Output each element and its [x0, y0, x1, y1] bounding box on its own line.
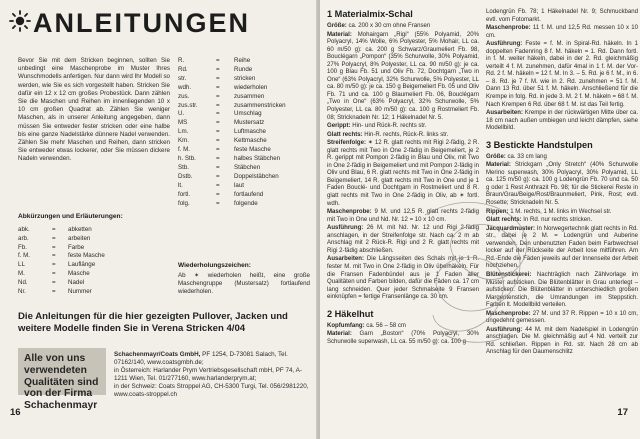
instruction-paragraph	[486, 217, 638, 225]
abbreviations-list-left	[18, 226, 105, 296]
abbreviation-row	[178, 137, 286, 146]
abbreviation-k: Fb.	[18, 243, 27, 251]
abbreviation-row	[178, 128, 286, 137]
instruction-paragraph	[486, 154, 638, 162]
abbreviation-row	[178, 84, 286, 93]
paragraph-text: 27 M. und 37 R. Rippen = 10 x 10 cm, ungedehnt gemessen.	[486, 310, 638, 325]
intro-paragraph: Bevor Sie mit dem Stricken beginnen, sollten Sie unbedingt eine Maschenprobe im Muster Ihres Wunschmodells anfertigen. Nur dann wird Ihr Modell so werden, wie Sie es sich vorgestellt haben. Stricken Sie dafür ein 12 x 12 cm großes Probestück. Dann zählen Sie die Maschen und Reihen im innenliegenden 10 x 10 cm großen Quadrat ab. Zählen Sie weniger Maschen, als in unserer Anleitung angegeben, dann müssen Sie entweder fester stricken oder eine halbe bis eine ganze Nadelstärke dünnere Nadel verwenden. Zählen Sie mehr Maschen und Reihen, dann stricken Sie entweder etwas lockerer, oder Sie müssen dickere Nadeln verwenden.	[18, 57, 170, 163]
abbreviation-k: folg.	[178, 199, 190, 207]
instruction-paragraph	[327, 323, 479, 331]
abbreviation-row	[178, 146, 286, 155]
abbreviation-k: abk.	[18, 226, 30, 233]
abbreviation-k: wdh.	[178, 83, 192, 91]
paragraph-text: 44 M. mit dem Nadelspiel in Lodengrün anschlagen. Die M. gleichmäßig auf 4 Nd. verteilt zur Rd. schließen. Rippen in Rd. str. Nach 28 cm ab Anschlag für den Daumenschlitz	[486, 326, 638, 356]
brand-box: Alle von uns verwendeten Qualitäten sind von der Firma Schachenmayr	[18, 348, 106, 395]
paragraph-label: Jacquardmuster:	[486, 225, 536, 232]
abbreviation-row	[178, 102, 286, 111]
abbreviation-k: Lm.	[178, 128, 189, 136]
instruction-paragraph	[327, 132, 479, 140]
page-number-right: 17	[617, 407, 628, 418]
paragraph-label: Kopfumfang:	[327, 322, 365, 329]
contact-line3: in der Schweiz: Coats Stroppel AG, CH-5300 Turgi, Tel. 056/2981220, www.coats-stroppel.ch	[114, 383, 309, 399]
paragraph-text: Krempe in der rückwärtigen Mitte über ca. 18 cm nach außen umbiegen und leicht dämpfen, siehe Modellbild.	[486, 110, 638, 132]
abbreviation-v: arbeiten	[68, 234, 91, 242]
abbreviation-row	[18, 226, 105, 235]
paragraph-label: Maschenprobe:	[486, 25, 531, 32]
abbreviation-k: lt.	[178, 181, 183, 189]
abbreviation-k: zus.str.	[178, 101, 198, 109]
instruction-paragraph	[486, 311, 638, 326]
abbreviation-eq: =	[52, 234, 56, 242]
instruction-paragraph	[486, 162, 638, 207]
repeat-sign-heading: Wiederholungszeichen:	[178, 262, 251, 269]
paragraph-text: 1 M. rechts, 1 M. links im Wechsel str.	[508, 208, 612, 215]
abbreviation-eq: =	[52, 226, 56, 233]
paragraph-label: Ausführung:	[327, 225, 364, 232]
instruction-paragraph	[327, 331, 479, 346]
abbreviation-row	[18, 279, 105, 288]
abbreviations-list-right	[178, 57, 286, 208]
paragraph-label: Glatt rechts:	[327, 131, 363, 138]
abbreviation-eq: =	[216, 146, 220, 154]
paragraph-label: Maschenprobe:	[327, 209, 372, 216]
paragraph-label: Rippen:	[486, 208, 509, 215]
abbreviation-eq: =	[216, 163, 220, 171]
headline: Die Anleitungen für die hier gezeigten Pullover, Jacken und weitere Modelle finden Sie in Verena Stricken 4/04	[18, 311, 288, 334]
section-heading: 2 Häkelhut	[327, 308, 374, 319]
abbreviation-row	[18, 261, 105, 270]
abbreviations-heading: Abkürzungen und Erläuterungen:	[18, 213, 123, 220]
paragraph-text: Feste = f. M. in Spiral-Rd. häkeln. In 1 doppelten Fadenring 8 f. M. häkeln = 1. Rd. Dann fortl. in f. M. weiter häkeln, dabei in der 2. Rd. gleichmäßig verteilt 4 f. M. zunehmen, dafür 4mal in 1 f. M. der Vor-Rd. 2 f. M. häkeln = 12 f. M. In 3. – 5. Rd. je 6 f. M., in 6. – 8. Rd. je 7 f. M. wie in 2. Rd. zunehmen = 51 f. M. Dann 13 Rd. über 51 f. M. häkeln. Anschließend für die Krempe in folg. Rd. in jede 3. M. 2 f. M. häkeln = 68 f. M. Nach Krempen 6 Rd. über 68 f. M. ist das Teil fertig.	[486, 41, 638, 108]
paragraph-label: Ausarbeiten:	[486, 110, 523, 117]
abbreviation-row	[178, 119, 286, 128]
abbreviation-v: Runde	[234, 65, 253, 73]
abbreviation-v: Kettmasche	[234, 137, 267, 145]
paragraph-label: Größe:	[486, 153, 506, 160]
abbreviation-v: zusammenstricken	[234, 101, 286, 109]
contact-line1: PF 1254, D-73081 Salach, Tel. 07162/140, www.coatsgmbh.de;	[114, 351, 288, 367]
abbreviation-eq: =	[216, 65, 220, 73]
abbreviation-row	[18, 252, 105, 261]
abbreviation-v: Umschlag	[234, 110, 262, 118]
abbreviation-eq: =	[216, 199, 220, 207]
abbreviation-k: MS	[178, 119, 188, 127]
instruction-paragraph	[486, 272, 638, 310]
paragraph-text: In Norwegertechnik glatt rechts in Rd. str., dabei je 2 M. = Lodengrün und Auberine verwenden. Den unbenutzten Faden beim Farbwechsel locker auf der Rückseite der Arbeit lose mitführen. Am Rd.-Ende die Fäden jeweils auf der Innenseite der Arbeit hochziehen.	[486, 225, 638, 270]
paragraph-label: Ausarbeiten:	[327, 256, 364, 263]
repeat-sign-text: Ab ✶ wiederholen heißt, eine große Maschengruppe (Mustersatz) fortlaufend wiederholen.	[178, 272, 310, 296]
paragraph-text: ✶ 12 R. glatt rechts mit Rigi 2-fädig, 2 R. glatt rechts mit Two in One 2-fädig in Beigemeliert, je 2 R. gerippt mit Pompon 2-fädig in Blau und Oliv, mit Two in One 2-fädig in Beigemeliert und mit Pompon 2-fädig in Oliv und Blau, 6 R. glatt rechts mit Two in One 2-fädig in Beigemeliert, 14 R. glatt rechts mit Two in One und je 1 Faden Bouclé- und Dochtgarn in Rostmeliert und 8 R. glatt rechts mit Two in One 2-fädig in Oliv, ab ✶ fortl. wdh.	[327, 140, 479, 207]
abbreviation-v: feste Masche	[68, 252, 105, 260]
abbreviation-eq: =	[216, 92, 220, 100]
paragraph-label: Gerippt:	[327, 123, 351, 130]
contact-company: Schachenmayr/Coats GmbH,	[114, 351, 201, 358]
abbreviation-k: f. M.	[178, 146, 191, 154]
abbreviation-k: arb.	[18, 234, 29, 242]
abbreviation-row	[178, 191, 286, 200]
abbreviation-k: Dstb.	[178, 172, 193, 180]
instruction-paragraph	[327, 225, 479, 255]
sun-icon	[9, 8, 31, 39]
instruction-paragraph	[486, 41, 638, 109]
instruction-paragraph	[327, 23, 479, 31]
abbreviation-k: f. M.	[18, 252, 31, 260]
abbreviation-eq: =	[52, 243, 56, 251]
abbreviation-v: Reihe	[234, 57, 251, 64]
abbreviation-k: M.	[18, 269, 25, 277]
abbreviation-eq: =	[216, 83, 220, 91]
abbreviation-k: Km.	[178, 137, 190, 145]
instruction-paragraph	[327, 140, 479, 208]
instruction-paragraph	[327, 123, 479, 131]
abbreviation-v: wiederholen	[234, 83, 268, 91]
paragraph-label: Blütenstickerei:	[486, 271, 532, 278]
paragraph-label: Größe:	[327, 23, 347, 29]
instruction-paragraph	[486, 110, 638, 133]
paragraph-text: Die Längsseiten des Schals mit je 1 R. fester M. mit Two in One 2-fädig in Oliv überhäkeln. Für die Fransen Fadenbündel aus je 1 Faden aller Qualitäten und Farben bilden, dafür die Fäden ca. 17 cm lang schneiden. Quer jeder Schmalseite 9 Fransen einknüpfen = fertige Fransenlänge ca. 30 cm.	[327, 256, 479, 301]
paragraph-text: Hin-R. rechts, Rück-R. links str.	[362, 131, 449, 138]
abbreviation-row	[178, 164, 286, 173]
abbreviation-v: folgende	[234, 199, 258, 207]
abbreviation-v: stricken	[234, 74, 256, 82]
abbreviation-eq: =	[52, 261, 56, 269]
abbreviation-v: laut	[234, 181, 244, 189]
abbreviation-eq: =	[216, 137, 220, 145]
abbreviation-row	[178, 110, 286, 119]
abbreviation-eq: =	[216, 190, 220, 198]
column-2	[486, 9, 638, 358]
paragraph-text: ca. 33 cm lang	[505, 153, 547, 160]
abbreviation-row	[18, 288, 105, 297]
paragraph-label: Material:	[327, 31, 352, 38]
abbreviation-row	[18, 235, 105, 244]
abbreviation-eq: =	[216, 57, 220, 64]
abbreviation-v: Masche	[68, 269, 90, 277]
abbreviation-eq: =	[52, 269, 56, 277]
instruction-paragraph	[486, 226, 638, 271]
abbreviation-k: zus.	[178, 92, 190, 100]
paragraph-text: In Rd. nur rechts stricken.	[521, 217, 593, 224]
abbreviation-row	[178, 75, 286, 84]
paragraph-text: Nachträglich nach Zählvorlage im Muster aufsticken. Die Blütenblätter in Grau unterlegt – aufsticken. Die Blütenblätter in unterschiedlich großen Margeritenstich, die Umrandungen im Steppstich. Farben lt. Modellbild verteilen.	[486, 271, 638, 309]
abbreviation-eq: =	[216, 181, 220, 189]
paragraph-text: ca. 200 x 30 cm ohne Fransen	[346, 23, 431, 29]
abbreviation-row	[178, 57, 286, 66]
abbreviation-row	[178, 93, 286, 102]
paragraph-label: Streifenfolge:	[327, 140, 366, 147]
abbreviation-eq: =	[52, 287, 56, 295]
paragraph-text: Hin- und Rück-R. rechts str.	[350, 123, 427, 130]
instruction-paragraph	[327, 209, 479, 224]
paragraph-label: Glatt rechts:	[486, 217, 522, 224]
abbreviation-eq: =	[216, 154, 220, 162]
abbreviation-k: Nd.	[18, 278, 28, 286]
section-heading: 3 Bestickte Handstulpen	[486, 139, 593, 150]
paragraph-label: Maschenprobe:	[486, 310, 531, 317]
abbreviation-k: Rd.	[178, 65, 188, 73]
instruction-paragraph	[327, 32, 479, 123]
paragraph-text: 26 M. mit Nd. Nr. 12 und Rigi 2-fädig anschlagen, in der Streifenfolge str. Nach ca. 2 m ab Anschlag mit 2 Rück-R. Rigi und 2 R. glatt rechts mit Rigi 2-fädig abschließen.	[327, 225, 479, 254]
instruction-paragraph	[486, 25, 638, 40]
instruction-paragraph	[486, 327, 638, 357]
right-page	[320, 0, 640, 439]
abbreviation-eq: =	[216, 74, 220, 82]
title-text: ANLEITUNGEN	[33, 8, 250, 38]
abbreviation-v: Doppelstäbchen	[234, 172, 279, 180]
abbreviation-eq: =	[216, 119, 220, 127]
instruction-paragraph	[486, 209, 638, 217]
abbreviation-k: str.	[178, 74, 187, 82]
contact-info	[114, 351, 314, 400]
paragraph-text: Mohairgarn „Rigi“ (55% Polyamid, 20% Polyacryl, 14% Wolle, 6% Polyester, 5% Mohair, LL ca. 60 m/50 g): ca. 200 g Schwarz/Graumeliert Fb. 98, Bouclégarn „Pompon“ (35% Schurwolle, 30% Polyamid, 27% Polyacryl, 8% Polyester, LL ca. 90 m/50 g): je ca. 100 g Blau Fb. 51 und Oliv Fb. 72, Dochtgarn „Two in One“ (63% Polyacryl, 32% Schurwolle, 5% Polyester, LL ca. 80 m/50 g): je ca. 150 g Beigemeliert Fb. 05 und Oliv Fb. 71 und ca. 100 g Blaumeliert Fb. 06, Bouclégarn „Two in One“ (63% Polyacryl, 32% Schurwolle, 5% Polyester, LL ca. 80 m/50 g): ca. 100 g Rostmeliert Fb. 08; Stricknadeln Nr. 12; 1 Häkelnadel Nr. 5.	[327, 31, 479, 121]
abbreviation-k: LL	[18, 261, 25, 269]
abbreviation-v: Mustersatz	[234, 119, 265, 127]
abbreviation-v: Nummer	[68, 287, 92, 295]
abbreviation-eq: =	[52, 252, 56, 260]
instruction-paragraph	[486, 9, 638, 24]
paragraph-label: Material:	[327, 331, 352, 338]
paragraph-label: Ausführung:	[486, 326, 523, 333]
paragraph-text: Garn „Boston“ (70% Polyacryl, 30% Schurwolle superwash, LL ca. 55 m/50 g): ca. 100 g	[327, 331, 479, 345]
page-title	[9, 8, 250, 39]
abbreviation-eq: =	[216, 110, 220, 118]
abbreviation-v: Nadel	[68, 278, 85, 286]
instruction-paragraph	[327, 256, 479, 301]
abbreviation-v: abketten	[68, 226, 92, 233]
paragraph-text: Strickgarn „Only Stretch“ (40% Schurwolle Merino superwash, 30% Polyacryl, 30% Polyamid, LL ca. 125 m/50 g): ca. 100 g Lodengrün Fb. 70 und ca. 50 g oder 1 Rest Anthrazit Fb. 98; für die Stickerei Reste in Braun/Grau/Beige/Rost/Braunmeliert, Pink, Rost; evtl. Rosette; Stricknadeln Nr. 5.	[486, 162, 638, 207]
contact-line2: in Österreich: Harlander Prym Vertriebsgesellschaft mbH, PF 74, A-1211 Wien, Tel. 01/277160, www.harlanderprym.at;	[114, 367, 302, 383]
abbreviation-v: feste Masche	[234, 146, 271, 154]
abbreviation-row	[18, 270, 105, 279]
abbreviation-row	[18, 244, 105, 253]
abbreviation-row	[178, 173, 286, 182]
abbreviation-k: Nr.	[18, 287, 26, 295]
abbreviation-v: zusammen	[234, 92, 265, 100]
page-number-left: 16	[10, 407, 21, 418]
paragraph-text: ca. 56 – 58 cm	[364, 322, 406, 329]
column-1	[327, 9, 479, 347]
paragraph-label: Material:	[486, 162, 511, 169]
abbreviation-k: U.	[178, 110, 185, 118]
left-page	[0, 0, 318, 439]
abbreviation-eq: =	[52, 278, 56, 286]
abbreviation-v: Stäbchen	[234, 163, 261, 171]
abbreviation-eq: =	[216, 172, 220, 180]
section-heading: 1 Materialmix-Schal	[327, 9, 413, 19]
abbreviation-k: R.	[178, 57, 185, 64]
abbreviation-v: fortlaufend	[234, 190, 264, 198]
abbreviation-row	[178, 155, 286, 164]
paragraph-text: 11 f. M. und 12,5 Rd. messen 10 x 10 cm.	[486, 25, 638, 39]
abbreviation-k: fortl.	[178, 190, 191, 198]
abbreviation-eq: =	[216, 128, 220, 136]
abbreviation-v: halbes Stäbchen	[234, 154, 281, 162]
abbreviation-eq: =	[216, 101, 220, 109]
abbreviation-row	[178, 182, 286, 191]
abbreviation-row	[178, 66, 286, 75]
paragraph-text: 9 M. und 12,5 R. glatt rechts 2-fädig mit Two in One und Nd. Nr. 12 = 10 x 10 cm.	[327, 209, 479, 223]
abbreviation-k: h. Stb.	[178, 154, 196, 162]
abbreviation-v: Lauflänge	[68, 261, 96, 269]
paragraph-label: Ausführung:	[486, 41, 523, 48]
abbreviation-k: Stb.	[178, 163, 190, 171]
abbreviation-v: Luftmasche	[234, 128, 266, 136]
paragraph-text: Lodengrün Fb. 78; 1 Häkelnadel Nr. 9; Schmuckband evtl. vom Fotomarkt.	[486, 9, 638, 23]
abbreviation-row	[178, 200, 286, 209]
abbreviation-v: Farbe	[68, 243, 85, 251]
